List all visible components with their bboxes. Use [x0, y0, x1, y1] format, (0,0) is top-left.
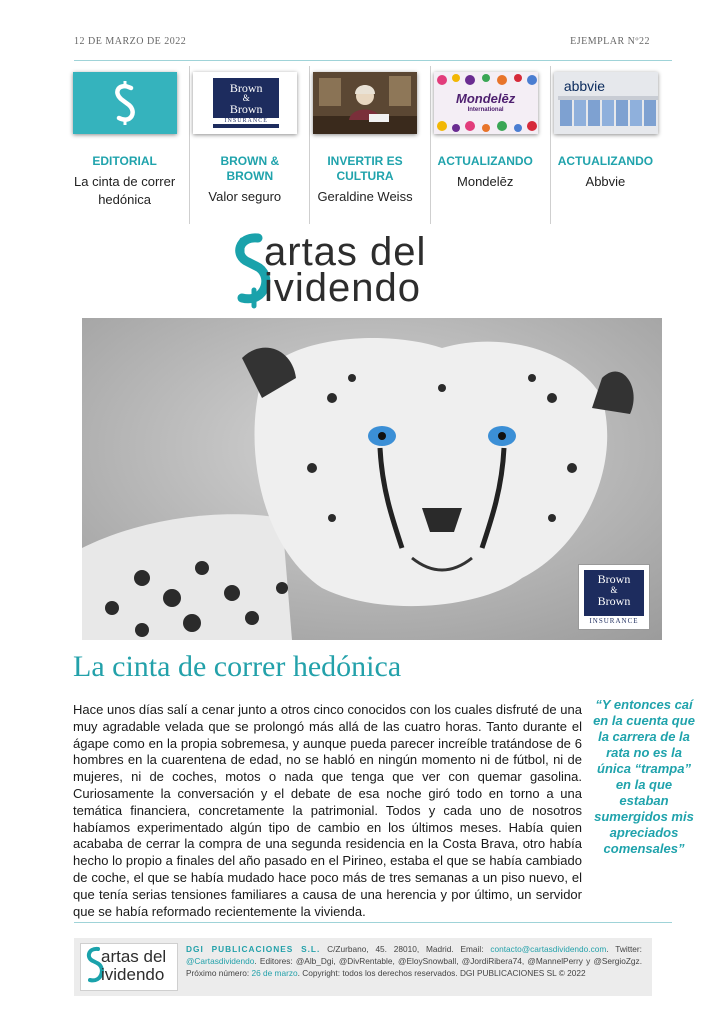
contact-email-link[interactable]: contacto@cartasdividendo.com [490, 944, 607, 954]
abbvie-logo: abbvie [563, 78, 606, 94]
section-nav [70, 66, 670, 224]
nav-item-editorial[interactable] [70, 66, 189, 224]
nav-item-invertir-cultura[interactable] [309, 66, 429, 224]
issue-number: EJEMPLAR Nº22 [570, 36, 650, 47]
nav-item-brown-brown[interactable] [189, 66, 309, 224]
nav-item-abbvie[interactable] [550, 66, 670, 224]
nav-category: ACTUALIZANDO [437, 154, 533, 168]
nav-title[interactable]: Geraldine Weiss [317, 189, 413, 204]
nav-title[interactable]: Mondelēz [457, 174, 514, 189]
person-at-desk-image [313, 72, 417, 134]
vials-image [554, 72, 658, 134]
abbvie-thumbnail[interactable] [554, 72, 658, 134]
geraldine-weiss-photo[interactable] [313, 72, 417, 134]
twitter-link[interactable]: @Cartasdividendo [186, 956, 255, 966]
brown-brown-thumbnail[interactable] [193, 72, 297, 134]
article-body: Hace unos días salí a cenar junto a otros cinco conocidos con los cuales disfruté de una muy agradable velada que se prolongó más allá de las cuatro horas. Tanto durante el ágape como en la propia sobremesa, y aunque pueda parecer increíble tratándose de 6 hombres en la cuarentena de edad, no se habló en ningún momento ni de fútbol, ni de mujeres, ni de coches, motos o nada que tenga que ver con quemar gasolina. Curiosamente la conversación y el debate de esa noche giró todo en torno a una temática financiera, concretamente la patrimonial. Todos y cada uno de nosotros habíamos experimentado algún tipo de cambio en los últimos meses. Había quien acababa de cerrar la compra de una segunda residencia en la Costa Brava, otro había hecho lo propio a finales del año pasado en el Pirineo, estaba el que se había cambiado de coche, el que se había mudado hace poco más de tres semanas a un piso nuevo, el que tenía serias tensiones familiares a causa de una herencia y por último, un servidor que se había reformado recientemente la vivienda. [73, 702, 582, 919]
next-issue-date: 26 de marzo [251, 968, 298, 978]
nav-category: ACTUALIZANDO [557, 154, 654, 168]
nav-title[interactable]: La cinta de correr hedónica [74, 174, 176, 207]
divider [74, 60, 672, 61]
editorial-thumbnail[interactable] [73, 72, 177, 134]
footer-logo[interactable]: artas del ividendo [80, 943, 178, 991]
nav-category: EDITORIAL [92, 154, 157, 168]
mondelez-thumbnail[interactable] [434, 72, 538, 134]
nav-title[interactable]: Abbvie [585, 174, 626, 189]
brown-brown-logo: Brown & Brown INSURANCE [213, 78, 279, 128]
pull-quote: “Y entonces caí en la cuenta que la carrera de la rata no es la única “trampa” en la que estaban sumergidos mis apreciados comensales” [593, 697, 695, 856]
mondelez-logo: Mondelēz International [455, 91, 516, 113]
divider [74, 922, 672, 923]
article-title: La cinta de correr hedónica [73, 650, 402, 683]
nav-title[interactable]: Valor seguro [208, 189, 282, 204]
logo-line-1: artas del [264, 230, 427, 274]
nav-item-mondelez[interactable] [430, 66, 550, 224]
footer-credits: DGI PUBLICACIONES S.L. C/Zurbano, 45. 28010, Madrid. Email: contacto@cartasdividendo.com. Twitter: @Cartasdividendo. Editores: @Alb_Dgi, @DivRentable, @EloySnowball, @JordiRibera74, @MannelPerry y @SergioZgz. Próximo número: 26 de marzo. Copyright: todos los derechos reservados. DGI PUBLICACIONES SL © 2022 [186, 944, 642, 978]
cheetah-hero-image [82, 318, 662, 640]
cartas-del-dividendo-logo[interactable] [230, 232, 490, 310]
publisher-name: DGI PUBLICACIONES S.L. [186, 944, 321, 954]
brown-brown-badge: Brown & Brown INSURANCE [578, 564, 650, 630]
nav-category: BROWN & BROWN [220, 154, 280, 183]
dollar-swirl-icon [73, 72, 177, 134]
logo-line-2: ividendo [264, 266, 422, 310]
nav-category: INVERTIR ES CULTURA [327, 154, 403, 183]
footer [74, 938, 652, 996]
cheetah-illustration [82, 318, 662, 640]
issue-date: 12 DE MARZO DE 2022 [74, 36, 187, 47]
